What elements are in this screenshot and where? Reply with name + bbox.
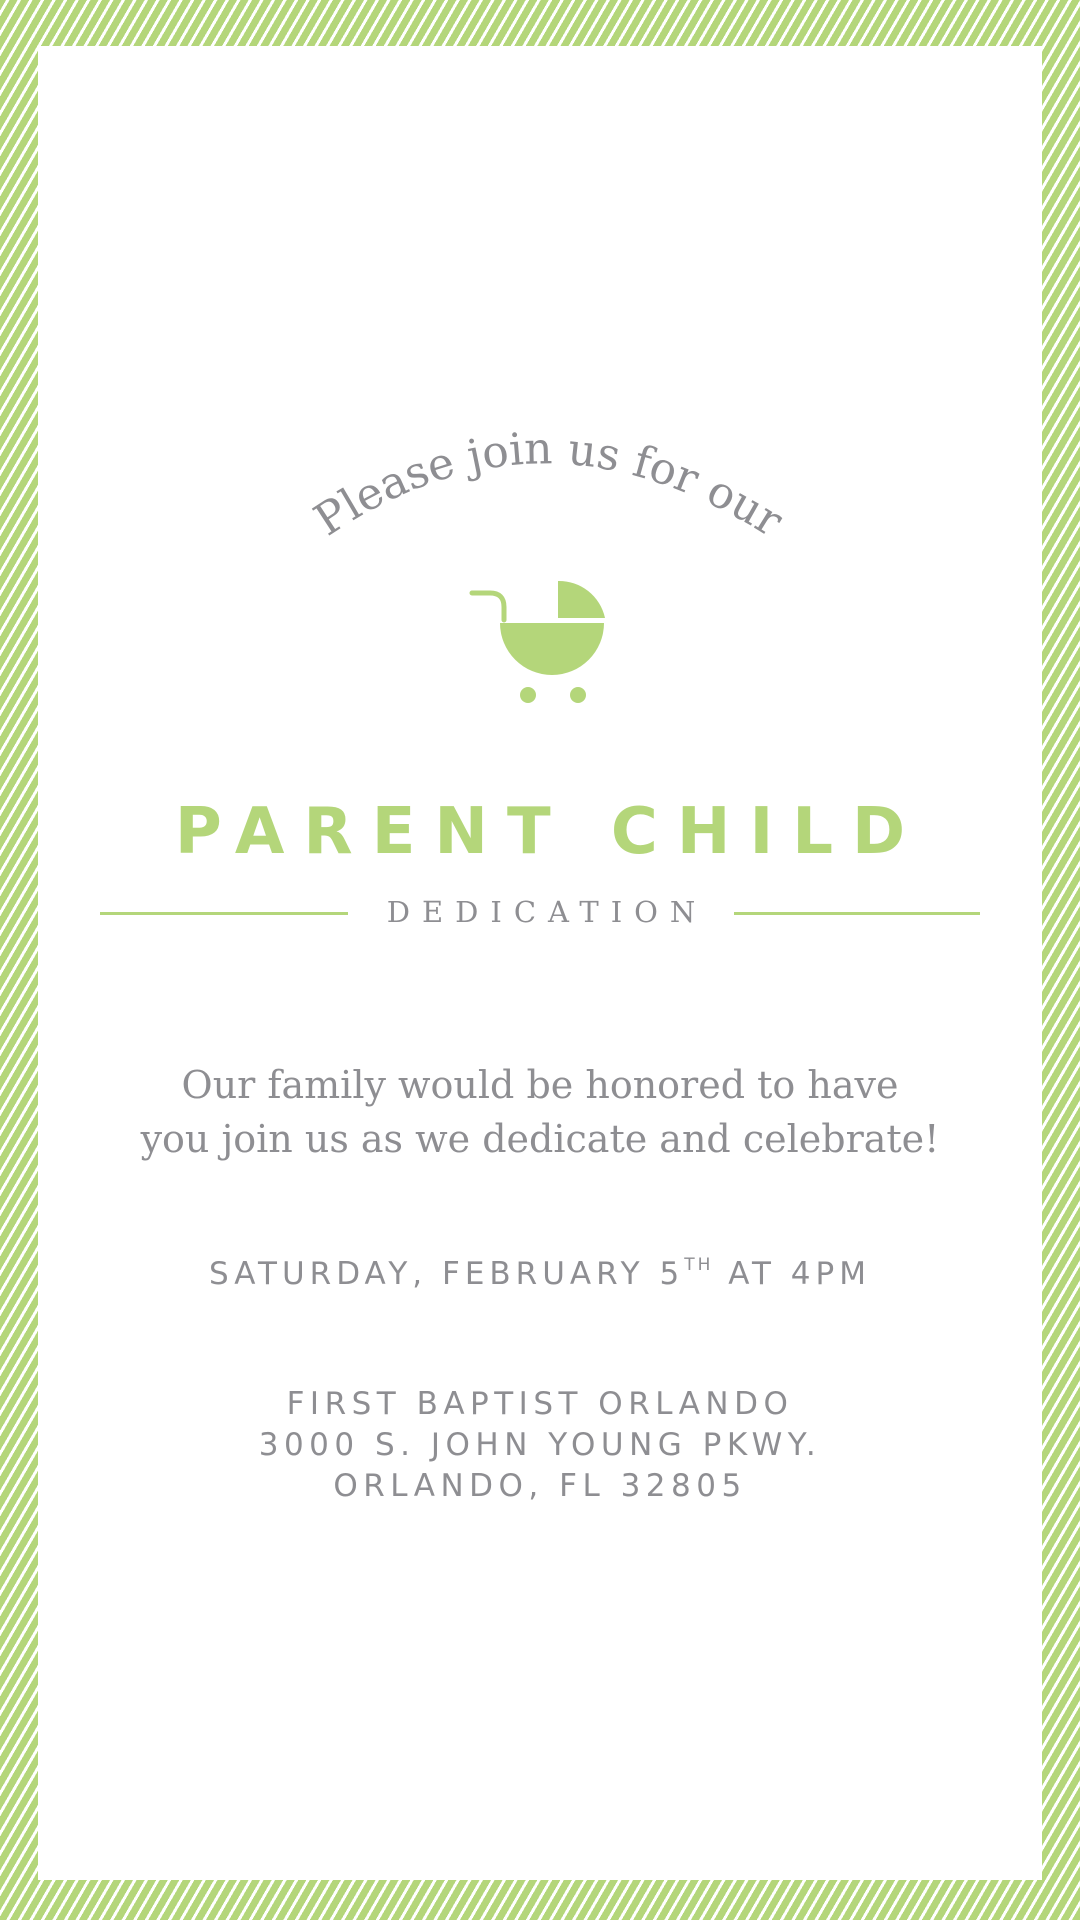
event-date: SATURDAY, FEBRUARY 5 — [209, 1256, 685, 1292]
event-location — [38, 1384, 1042, 1507]
baby-stroller-icon — [468, 576, 618, 756]
event-date-time — [38, 1252, 1042, 1296]
divider-left — [100, 912, 348, 915]
event-time: AT 4PM — [728, 1256, 871, 1292]
date-ordinal-suffix: TH — [684, 1255, 714, 1275]
event-subtitle: DEDICATION — [386, 895, 708, 929]
message-line-1: Our family would be honored to have — [181, 1063, 899, 1107]
venue-name: FIRST BAPTIST ORLANDO — [286, 1386, 794, 1422]
invitation-message — [38, 1058, 1042, 1166]
city-state-zip: ORLANDO, FL 32805 — [333, 1468, 747, 1504]
message-line-2: you join us as we dedicate and celebrate! — [140, 1117, 940, 1161]
intro-text-path: Please join us for our — [305, 423, 792, 547]
intro-arc-heading — [38, 46, 1042, 606]
intro-text — [305, 423, 792, 547]
event-title: PARENT CHILD — [174, 795, 925, 869]
invitation-card — [38, 46, 1042, 1880]
street-address: 3000 S. JOHN YOUNG PKWY. — [258, 1427, 822, 1463]
divider-right — [734, 912, 980, 915]
